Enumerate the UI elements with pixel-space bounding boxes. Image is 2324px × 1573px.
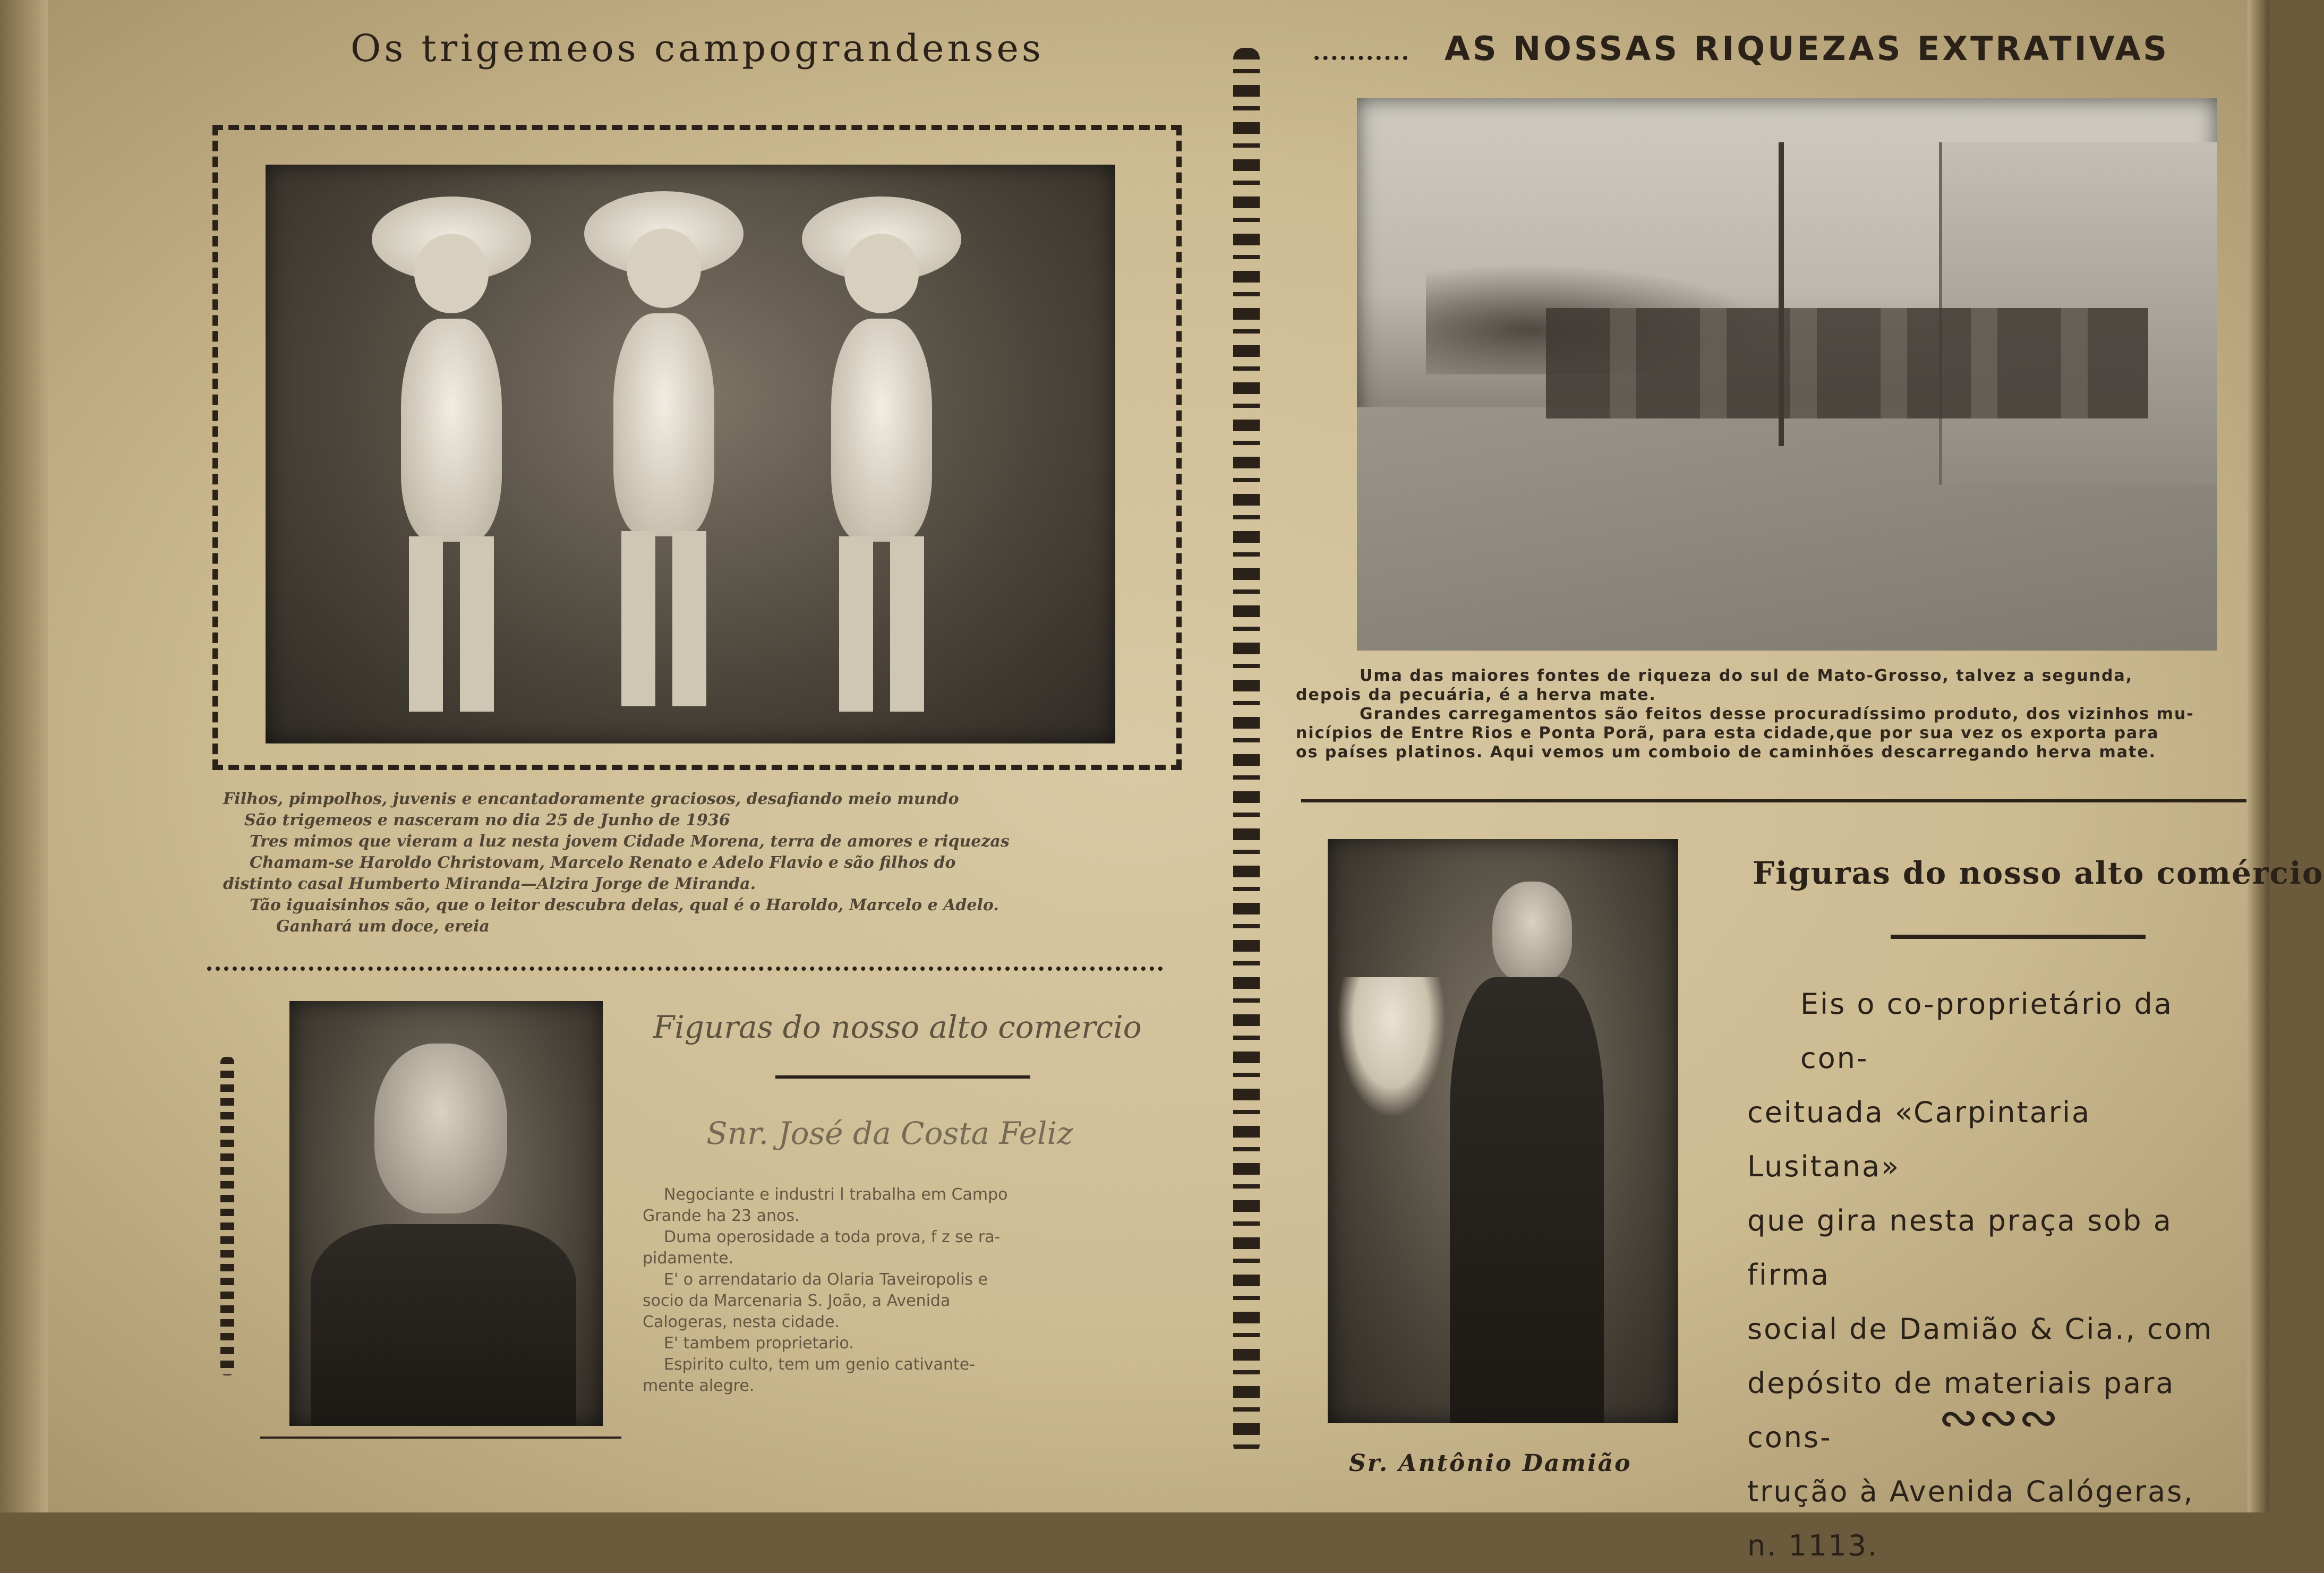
triplets-photo [266, 165, 1115, 743]
bio-line: n. 1113. [1747, 1529, 1879, 1562]
triplets-title: Os trigemeos campograndenses [351, 27, 1044, 70]
portrait-jose-costa-feliz [289, 1001, 603, 1426]
portrait-antonio-damiao [1328, 839, 1678, 1423]
commerce-heading-right: Figuras do nosso alto comércio [1753, 855, 2324, 891]
antonio-biography [1747, 977, 2252, 1573]
portrait-base-rule [260, 1437, 621, 1439]
merchant-name-jose: Snr. José da Costa Feliz [706, 1115, 1073, 1151]
photo-caption-antonio: Sr. Antônio Damião [1349, 1450, 1632, 1477]
caption-line: São trigemeos e nasceram no dia 25 de Junho de 1936 [244, 811, 730, 830]
bio-line: Negociante e industri l trabalha em Campo [664, 1185, 1008, 1204]
bio-line: ceituada «Carpintaria Lusitana» [1747, 1096, 2091, 1183]
triplet-figure-2 [584, 191, 744, 722]
caption-line: nicípios de Entre Rios e Ponta Porã, para esta cidade,que por sua vez os exporta para [1296, 724, 2159, 742]
truck-convoy [1546, 308, 2148, 418]
ornament-dots-left [220, 1057, 234, 1375]
bio-line: pidamente. [643, 1249, 734, 1268]
commerce-heading-left: Figuras do nosso alto comercio [653, 1009, 1142, 1045]
caption-line: Chamam-se Haroldo Christovam, Marcelo Renato e Adelo Flavio e são filhos do [250, 853, 956, 872]
extractive-title: AS NOSSAS RIQUEZAS EXTRATIVAS [1445, 29, 2170, 68]
extractive-caption [1296, 666, 2252, 762]
book-binding-edge [0, 0, 48, 1512]
bio-line: Espirito culto, tem um genio cativante- [664, 1355, 975, 1374]
caption-line: os países platinos. Aqui vemos um comboio de caminhões descarregando herva mate. [1296, 743, 2157, 762]
center-chain-ornament [1233, 48, 1260, 1455]
caption-line: Grandes carregamentos são feitos desse procuradíssimo produto, dos vizinhos mu- [1360, 705, 2194, 723]
bio-line: mente alegre. [643, 1377, 755, 1395]
caption-line: Tão iguaisinhos são, que o leitor descubra delas, qual é o Haroldo, Marcelo e Adelo. [250, 896, 999, 914]
bio-line: E' o arrendatario da Olaria Taveiropolis e [664, 1270, 988, 1289]
section-divider [207, 967, 1163, 974]
bio-line: Eis o co-proprietário da con- [1800, 987, 2173, 1075]
bio-line: depósito de materiais para cons- [1747, 1366, 2175, 1454]
triplets-caption [223, 789, 1190, 937]
caption-line: Filhos, pimpolhos, juvenis e encantadoramente graciosos, desafiando meio mundo [223, 790, 959, 808]
section-divider-right [1301, 799, 2246, 802]
heading-rule-left [775, 1075, 1030, 1079]
bio-line: Duma operosidade a toda prova, f z se ra- [664, 1228, 1001, 1246]
caption-line: distinto casal Humberto Miranda—Alzira Jorge de Miranda. [223, 875, 756, 893]
bio-line: Calogeras, nesta cidade. [643, 1313, 840, 1331]
title-ornament-left [1314, 56, 1407, 63]
bio-line: Grande ha 23 anos. [643, 1207, 800, 1225]
caption-line: Tres mimos que vieram a luz nesta jovem Cidade Morena, terra de amores e riquezas [250, 832, 1010, 851]
bio-line: socio da Marcenaria S. João, a Avenida [643, 1292, 951, 1310]
man-figure [289, 1001, 603, 1426]
bio-line: E' tambem proprietario. [664, 1334, 854, 1353]
bio-line: que gira nesta praça sob a firma [1747, 1204, 2173, 1292]
heading-rule-right [1891, 935, 2146, 939]
caption-line: depois da pecuária, é a herva mate. [1296, 686, 1656, 704]
truck-convoy-photo [1357, 98, 2217, 651]
jose-biography [643, 1184, 1152, 1397]
bio-line: trução à Avenida Calógeras, [1747, 1475, 2194, 1508]
triplet-figure-1 [372, 196, 531, 728]
triplet-figure-3 [802, 196, 961, 728]
caption-line: Ganhará um doce, ereia [276, 917, 490, 936]
flourish-ornament: ∾∾∾ [1938, 1390, 2059, 1446]
man-figure [1328, 839, 1678, 1423]
caption-line: Uma das maiores fontes de riqueza do sul de Mato-Grosso, talvez a segunda, [1360, 666, 2133, 685]
bio-line: social de Damião & Cia., com [1747, 1312, 2214, 1346]
